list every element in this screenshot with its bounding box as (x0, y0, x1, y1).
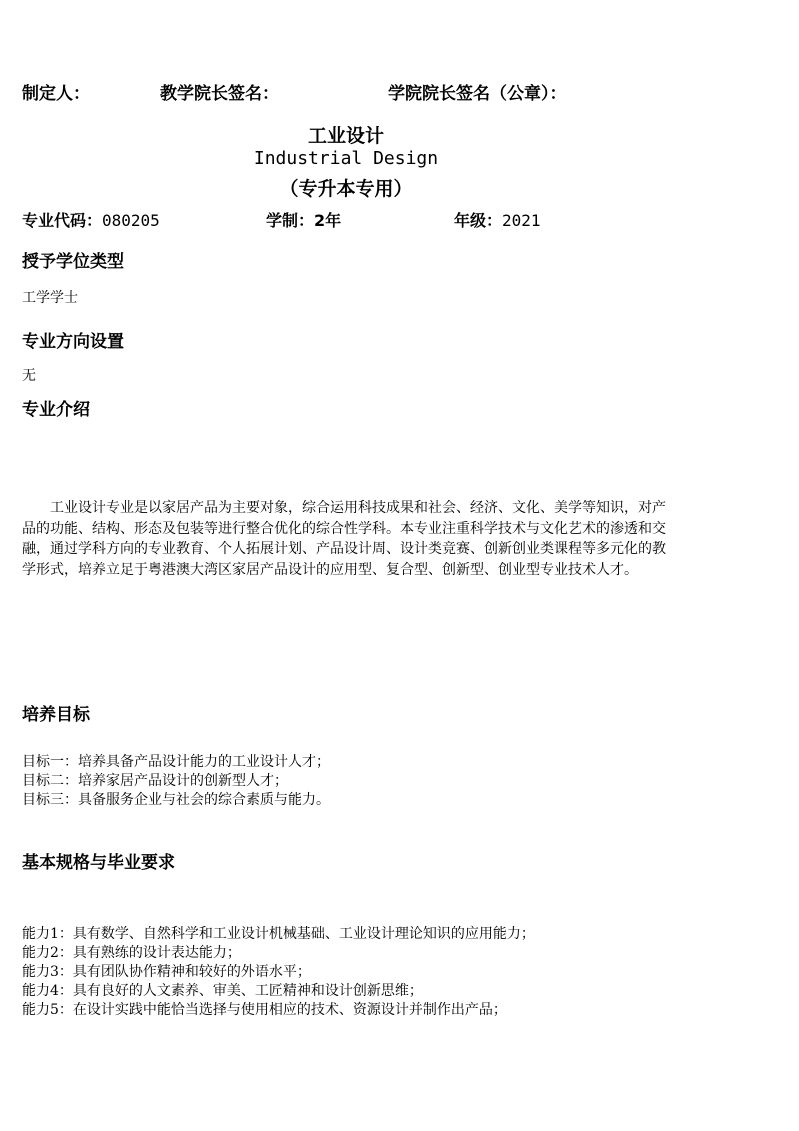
direction-heading: 专业方向设置 (22, 332, 124, 352)
major-title-note: （专升本专用） (279, 178, 413, 200)
goal-item: 目标三：具备服务企业与社会的综合素质与能力。 (22, 792, 330, 808)
major-code-label: 专业代码： (22, 211, 103, 230)
maker-label: 制定人： (22, 84, 90, 104)
study-duration-label: 学制： (266, 211, 315, 230)
grade-value: 2021 (502, 211, 541, 230)
grade-label: 年级： (454, 211, 503, 230)
grade (454, 208, 541, 231)
requirement-item: 能力3：具有团队协作精神和较好的外语水平； (22, 964, 311, 980)
requirement-item: 能力5：在设计实践中能恰当选择与使用相应的技术、资源设计并制作出产品； (22, 1002, 507, 1018)
requirements-list (22, 925, 535, 1020)
goal-item: 目标一：培养具备产品设计能力的工业设计人才； (22, 754, 330, 770)
study-duration (266, 208, 341, 231)
goal-item: 目标二：培养家居产品设计的创新型人才； (22, 773, 288, 789)
college-dean-signature-label: 学院院长签名（公章）： (388, 84, 567, 104)
goals-heading: 培养目标 (22, 705, 90, 725)
major-title-cn: 工业设计 (307, 125, 384, 147)
intro-paragraph: 工业设计专业是以家居产品为主要对象，综合运用科技成果和社会、经济、文化、美学等知识，对产品的功能、结构、形态及包装等进行整合优化的综合性学科。本专业注重科学技术与文化艺术的渗透和交融，通过学科方向的专业教育、个人拓展计划、产品设计周、设计类竞赛、创新创业类课程等多元化的教学形式，培养立足于粤港澳大湾区家居产品设计的应用型、复合型、创新型、创业型专业技术人才。 (22, 500, 666, 578)
degree-heading: 授予学位类型 (22, 252, 124, 272)
goals-list (22, 753, 330, 810)
major-code-value: 080205 (102, 211, 160, 230)
requirement-item: 能力1：具有数学、自然科学和工业设计机械基础、工业设计理论知识的应用能力； (22, 926, 535, 942)
requirement-item: 能力2：具有熟练的设计表达能力； (22, 945, 241, 961)
teaching-dean-signature-label: 教学院长签名： (160, 84, 279, 104)
direction-text: 无 (22, 368, 36, 384)
requirement-item: 能力4：具有良好的人文素养、审美、工匠精神和设计创新思维； (22, 983, 423, 999)
requirements-heading: 基本规格与毕业要求 (22, 853, 175, 873)
study-duration-value: 2年 (314, 211, 342, 230)
intro-heading: 专业介绍 (22, 400, 90, 420)
major-title-en: Industrial Design (253, 148, 439, 169)
major-code (22, 208, 160, 231)
degree-text: 工学学士 (22, 290, 78, 306)
